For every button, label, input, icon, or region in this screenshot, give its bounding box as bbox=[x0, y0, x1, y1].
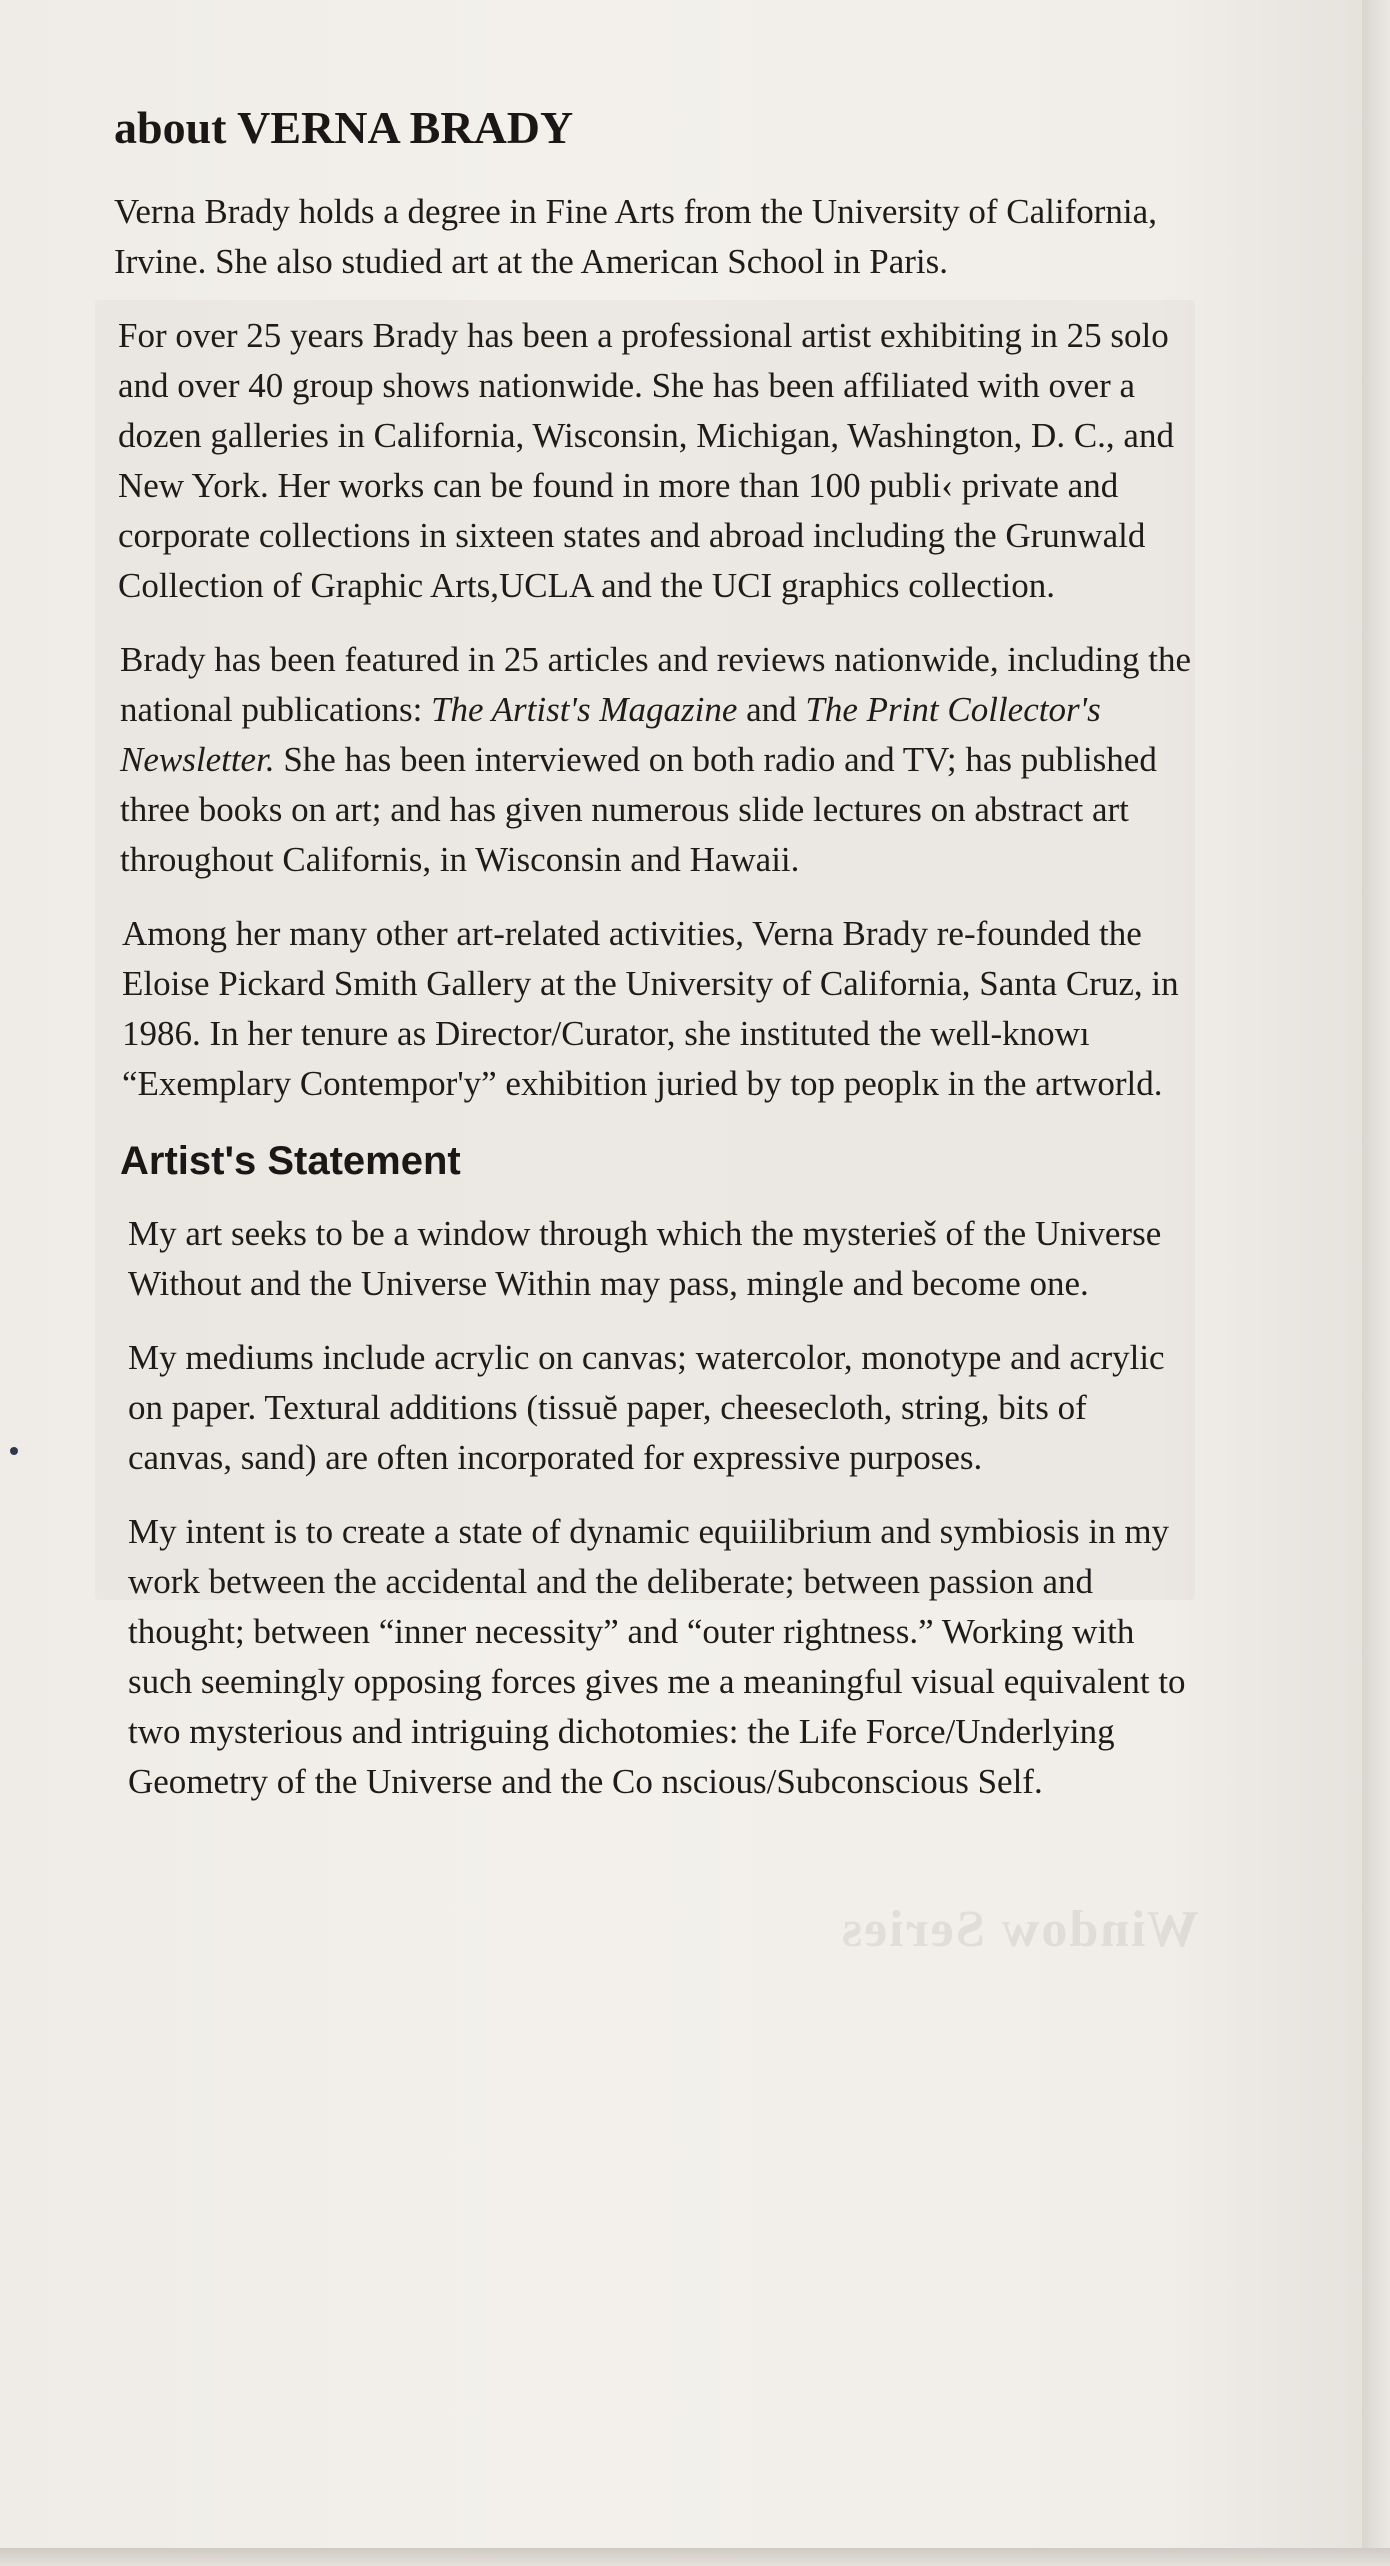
about-heading: about VERNA BRADY bbox=[114, 102, 574, 153]
document-body bbox=[114, 100, 1194, 1831]
page-edge-bottom bbox=[0, 2548, 1390, 2566]
statement-heading: Artist's Statement bbox=[120, 1139, 461, 1184]
about-paragraph-education: Verna Brady holds a degree in Fine Arts from the University of California, Irvine. She also studied art at the American School in Paris. bbox=[114, 192, 1157, 282]
ink-speck bbox=[10, 1447, 18, 1455]
publications-outro-text: She has been interviewed on both radio and TV; has published three books on art; and has given numerous slide lectures on abstract art throughout Californis, in Wisconsin and Hawaii. bbox=[120, 740, 1157, 880]
statement-paragraph-mediums: My mediums include acrylic on canvas; watercolor, monotype and acrylic on paper. Textural additions (tissuĕ paper, cheesecloth, string, bits of canvas, sand) are often incorporated for expressive purposes. bbox=[128, 1338, 1165, 1478]
about-paragraph-publications bbox=[120, 635, 1194, 885]
statement-paragraph-window: My art seeks to be a window through which the mysterieš of the Universe Without and the Universe Within may pass, mingle and become one. bbox=[128, 1214, 1162, 1304]
publication-title-print-collectors-newsletter: The Print Collector's Newsletter. bbox=[120, 690, 1101, 780]
about-paragraph-career: For over 25 years Brady has been a professional artist exhibiting in 25 solo and over 40 group shows nationwide. She has been affiliated with over a dozen galleries in California, Wisconsin, Michigan, Washington, D. C., and New York. Her works can be found in more than 100 publi‹ private and corporate collections in sixteen states and abroad including the Grunwald Collection of Graphic Arts,UCLA and the UCI graphics collection. bbox=[118, 316, 1174, 606]
publications-intro-text: Brady has been featured in 25 articles and reviews nationwide, including the national publications: bbox=[120, 640, 1192, 730]
about-paragraph-activities: Among her many other art-related activities, Verna Brady re-founded the Eloise Pickard Smith Gallery at the University of California, Santa Cruz, in 1986. In her tenure as Director/Curator, she instituted the well-knowı “Exemplary Contempor'y” exhibition juried by top peoplĸ in the artworld. bbox=[122, 914, 1179, 1104]
publications-conjunction: and bbox=[737, 690, 806, 730]
publication-title-artists-magazine: The Artist's Magazine bbox=[431, 690, 738, 730]
page-edge-right bbox=[1362, 0, 1390, 2566]
statement-paragraph-intent: My intent is to create a state of dynamic equiilibrium and symbiosis in my work between the accidental and the deliberate; between passion and thought; between “inner necessity” and “outer rightness.” Working with such seemingly opposing forces gives me a meaningful visual equivalent to two mysterious and intriguing dichotomies: the Life Force/Underlying Geometry of the Universe and the Co nscious/Subconscious Self. bbox=[128, 1512, 1186, 1802]
bleed-through-text: Window Series bbox=[840, 1901, 1199, 1958]
